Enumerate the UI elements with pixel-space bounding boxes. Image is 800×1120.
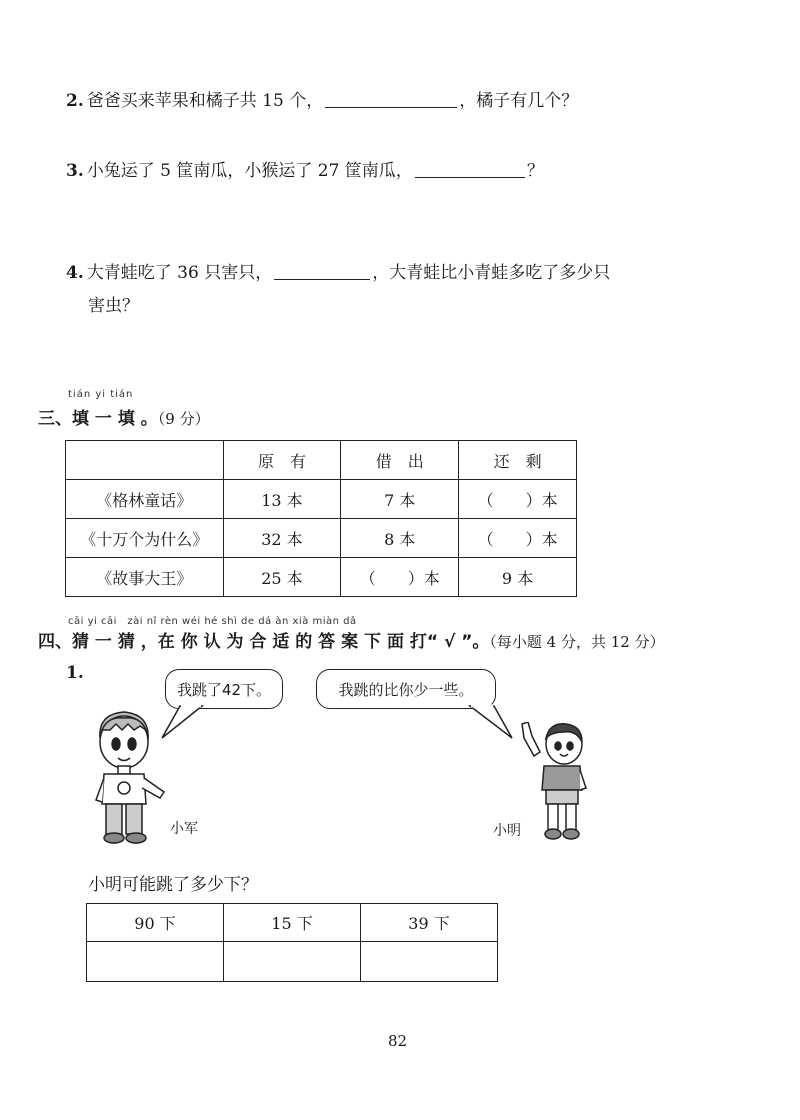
section-3-pinyin: tián yi tián [68, 389, 134, 400]
table-header: 原 有 [223, 441, 341, 480]
problem-text: ，橘子有几个？ [459, 91, 579, 111]
bubble-tails [150, 700, 530, 750]
answer-blank[interactable] [325, 106, 457, 108]
table-cell: 《故事大王》 [66, 558, 224, 597]
checkmark-cell[interactable] [361, 942, 498, 982]
problem-text: 害虫？ [88, 296, 139, 316]
section-4-pinyin: cāi yi cāi zài nǐ rèn wéi hé shì de dá àn xià miàn dǎ [68, 616, 357, 627]
problem-number: 2. [66, 91, 84, 111]
checkmark-row [87, 942, 498, 982]
problem-4-line2 [88, 291, 139, 316]
boy-xiaojun-illustration [88, 708, 170, 848]
answer-cell[interactable]: （ ）本 [341, 558, 459, 597]
page-number: 82 [388, 1032, 408, 1050]
table-cell: 8 本 [341, 519, 459, 558]
checkmark-cell[interactable] [87, 942, 224, 982]
problem-2 [66, 86, 578, 111]
problem-4 [66, 258, 610, 283]
table-cell: 《格林童话》 [66, 480, 224, 519]
problem-text: 小兔运了 5 筐南瓜，小猴运了 27 筐南瓜， [86, 161, 413, 181]
table-cell: 7 本 [341, 480, 459, 519]
problem-text: ？ [526, 161, 544, 181]
table-row [66, 480, 577, 519]
section-3-points: （9 分） [157, 410, 210, 428]
option-cell: 39 下 [361, 904, 498, 942]
answer-options-table [86, 903, 498, 982]
problem-number: 3. [66, 161, 84, 181]
problem-text: ，大青蛙比小青蛙多吃了多少只 [372, 263, 611, 283]
answer-blank[interactable] [274, 278, 370, 280]
name-xiaoming: 小明 [493, 823, 521, 839]
section-3-heading: 三、填 一 填 。 [38, 409, 158, 429]
section-4-points: （每小题 4 分，共 12 分） [489, 633, 665, 651]
question-number: 1. [66, 663, 84, 683]
boy-xiaoming-illustration [520, 722, 590, 844]
option-cell: 15 下 [224, 904, 361, 942]
options-row [87, 904, 498, 942]
problem-text: 大青蛙吃了 36 只害只， [86, 263, 273, 283]
table-header [66, 441, 224, 480]
answer-cell[interactable]: （ ）本 [459, 480, 577, 519]
table-header: 还 剩 [459, 441, 577, 480]
book-table [65, 440, 577, 597]
problem-number: 4. [66, 263, 84, 283]
table-cell: 25 本 [223, 558, 341, 597]
answer-blank[interactable] [415, 176, 525, 178]
option-cell: 90 下 [87, 904, 224, 942]
bubble-text: 我跳了42下。 [176, 680, 272, 699]
table-cell: 9 本 [459, 558, 577, 597]
table-row [66, 519, 577, 558]
problem-text: 爸爸买来苹果和橘子共 15 个， [86, 91, 324, 111]
bubble-text: 我跳的比你少一些。 [338, 680, 474, 699]
section-4-heading: 四、猜 一 猜 ，在 你 认 为 合 适 的 答 案 下 面 打“ √ ”。 [38, 632, 490, 652]
name-xiaojun: 小军 [170, 821, 198, 837]
table-header: 借 出 [341, 441, 459, 480]
table-cell: 13 本 [223, 480, 341, 519]
table-row [66, 558, 577, 597]
answer-cell[interactable]: （ ）本 [459, 519, 577, 558]
section-4-q1-number [66, 663, 87, 683]
checkmark-cell[interactable] [224, 942, 361, 982]
problem-3 [66, 156, 544, 181]
section-3-title [38, 404, 210, 429]
q1-question [88, 870, 258, 895]
section-4-title [38, 627, 665, 652]
table-cell: 《十万个为什么》 [66, 519, 224, 558]
question-text: 小明可能跳了多少下？ [88, 875, 258, 895]
table-cell: 32 本 [223, 519, 341, 558]
table-header-row [66, 441, 577, 480]
